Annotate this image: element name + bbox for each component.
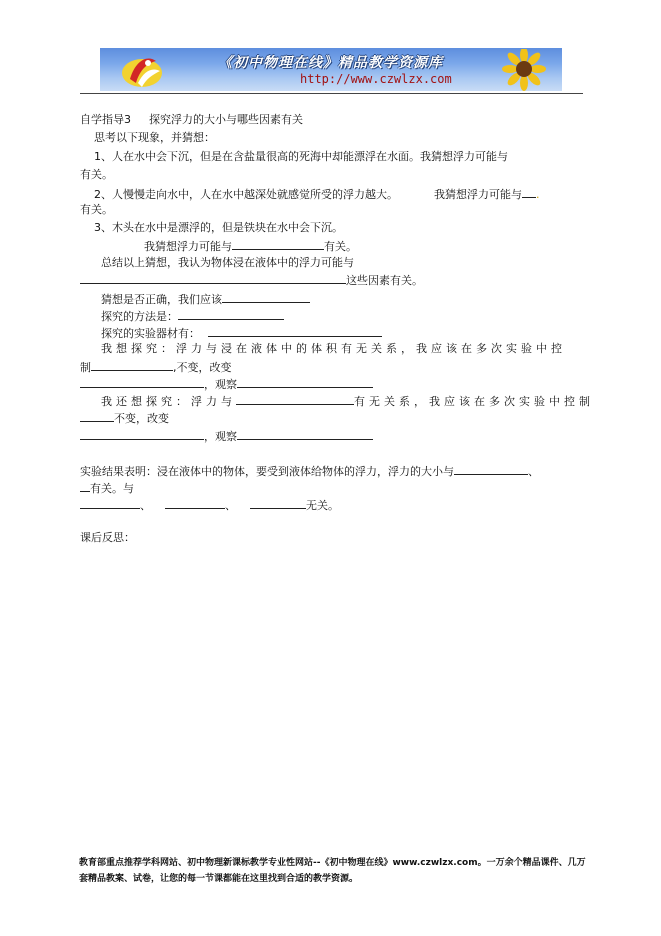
result-blank-1[interactable] <box>454 463 528 475</box>
explore-1-line-2 <box>80 359 232 375</box>
explore-2-line-2 <box>80 410 169 426</box>
page-footer: 教育部重点推荐学科网站、初中物理新课标教学专业性网站--《初中物理在线》www.czwlzx.com。一万余个精品课件、几万套精品教案、试卷，让您的每一节课都能在这里找到合适的教学资源。 <box>79 858 586 884</box>
item-3-blank[interactable] <box>232 238 324 250</box>
item-2-blank[interactable] <box>522 186 536 198</box>
result-sep: 、 <box>528 465 539 478</box>
explore-1-control-blank[interactable] <box>91 359 173 371</box>
site-logo-icon <box>118 49 166 91</box>
method-label: 探究的方法是： <box>101 310 178 323</box>
reflection-label: 课后反思： <box>80 531 135 544</box>
item-2-line: 2、人慢慢走向水中，人在水中越深处就感觉所受的浮力越大。 我猜想浮力可能与 . <box>94 188 540 201</box>
equipment-label: 探究的实验器材有： <box>101 327 200 340</box>
section-title: 探究浮力的大小与哪些因素有关 <box>149 113 303 126</box>
result-blank-5[interactable] <box>250 497 306 509</box>
method-line <box>101 308 284 324</box>
result-lead: 实验结果表明：浸在液体中的物体，要受到液体给物体的浮力，浮力的大小与 <box>80 465 454 478</box>
explore-2-mid: 有无关系，我应该在多次实验中控制 <box>354 395 594 408</box>
item-1-end: 有关。 <box>80 168 113 181</box>
banner-url[interactable]: http://www.czwlzx.com <box>300 72 452 86</box>
item-3-guess-end: 有关。 <box>324 240 357 253</box>
explore-2-factor-blank[interactable] <box>236 393 354 405</box>
explore-1-control-lead: 制 <box>80 361 91 374</box>
explore-1-change-label: ,不变，改变 <box>173 361 232 374</box>
header-divider <box>80 93 583 94</box>
result-end: 无关。 <box>306 499 339 512</box>
item-2-end: 有关。 <box>80 203 113 216</box>
result-sep-2a: 、 <box>140 499 151 512</box>
explore-1-line-3 <box>80 376 373 392</box>
method-blank[interactable] <box>178 308 284 320</box>
item-3-text: 3、木头在水中是漂浮的，但是铁块在水中会下沉。 <box>94 221 343 234</box>
result-blank-4[interactable] <box>165 497 225 509</box>
section-label: 自学指导3 <box>80 113 131 126</box>
explore-2-observe-label: ，观察 <box>204 430 237 443</box>
explore-2-line-3 <box>80 428 373 444</box>
explore-2-change-label: 不变，改变 <box>114 412 169 425</box>
verify-blank[interactable] <box>222 291 310 303</box>
equipment-line <box>101 325 382 341</box>
item-1-text: 1、人在水中会下沉，但是在含盐量很高的死海中却能漂浮在水面。我猜想浮力可能与 <box>94 150 508 163</box>
summary-end: 这些因素有关。 <box>346 274 423 287</box>
result-line-1 <box>80 463 539 479</box>
equipment-blank[interactable] <box>208 325 382 337</box>
result-line-3 <box>80 497 339 513</box>
explore-1-observe-label: ，观察 <box>204 378 237 391</box>
explore-2-observe-blank[interactable] <box>237 428 373 440</box>
item-2-guess: 我猜想浮力可能与 <box>434 188 522 201</box>
sunflower-icon <box>486 49 556 91</box>
explore-1-line-1: 我想探究：浮力与浸在液体中的体积有无关系，我应该在多次实验中控 <box>101 342 566 355</box>
explore-2-line-1 <box>101 393 594 409</box>
verify-line <box>101 291 310 307</box>
result-related: 有关。与 <box>90 482 134 495</box>
summary-line <box>80 272 423 288</box>
result-sep-2b: 、 <box>225 499 236 512</box>
explore-2-lead: 我还想探究：浮力与 <box>101 395 236 408</box>
intro-text: 思考以下现象，并猜想： <box>94 131 215 144</box>
summary-blank[interactable] <box>80 272 346 284</box>
result-line-2 <box>80 480 134 496</box>
explore-1-observe-blank[interactable] <box>237 376 373 388</box>
explore-1-change-blank[interactable] <box>80 376 204 388</box>
item-3-guess-line <box>144 238 357 254</box>
item-3-guess: 我猜想浮力可能与 <box>144 240 232 253</box>
item-2-text: 2、人慢慢走向水中，人在水中越深处就感觉所受的浮力越大。 <box>94 188 398 201</box>
banner-title: 《初中物理在线》精品教学资源库 <box>218 55 443 71</box>
explore-2-change-blank[interactable] <box>80 428 204 440</box>
section-heading <box>80 113 303 127</box>
summary-lead: 总结以上猜想，我认为物体浸在液体中的浮力可能与 <box>101 256 354 269</box>
result-blank-2[interactable] <box>80 480 90 492</box>
explore-2-control-blank[interactable] <box>80 410 114 422</box>
verify-question: 猜想是否正确，我们应该 <box>101 293 222 306</box>
result-blank-3[interactable] <box>80 497 140 509</box>
header-banner <box>100 48 562 91</box>
